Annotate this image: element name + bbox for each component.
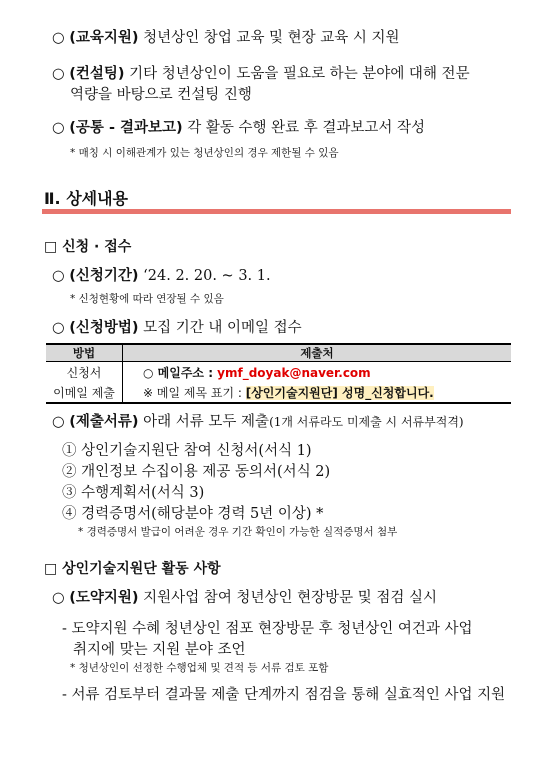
bullet-circle: ○ [52, 590, 65, 606]
item-label: (컨설팅) [69, 66, 125, 82]
bullet-circle: ○ [52, 66, 65, 82]
footnote: * 경력증명서 발급이 어려운 경우 기간 확인이 가능한 실적증명서 첨부 [78, 526, 398, 538]
item-label: (제출서류) [69, 414, 139, 430]
doc-item-1: ① 상인기술지원단 참여 신청서(서식 1) [62, 443, 312, 459]
item-small-text: (1개 서류라도 미제출 시 서류부적격) [269, 415, 464, 429]
email-prefix: ○ 메일주소 : [143, 365, 218, 380]
item-label: (공통 - 결과보고) [69, 120, 183, 136]
footnote: * 신청현황에 따라 연장될 수 있음 [70, 293, 224, 305]
item-education [52, 28, 400, 48]
subsection-heading-activity: □ 상인기술지원단 활동 사항 [44, 561, 221, 577]
table-header-destination: 제출처 [123, 344, 512, 362]
section-divider [42, 209, 511, 214]
doc-item-3: ③ 수행계획서(서식 3) [62, 485, 205, 501]
item-text: 아래 서류 모두 제출 [138, 414, 270, 430]
table-header-row [46, 344, 511, 362]
table-header-method: 방법 [46, 344, 123, 362]
doc-item-2: ② 개인정보 수집이용 제공 동의서(서식 2) [62, 464, 331, 480]
item-text: 각 활동 수행 완료 후 결과보고서 작성 [182, 120, 426, 136]
item-method [52, 318, 302, 338]
item-common-report [52, 118, 425, 138]
bullet-circle: ○ [52, 30, 65, 46]
item-consulting [52, 64, 470, 84]
item-label: (신청기간) [69, 268, 139, 284]
doc-item-4: ④ 경력증명서(해당분야 경력 5년 이상) * [62, 506, 324, 522]
table-cell-method: 이메일 제출 [46, 382, 123, 403]
item-text: 지원사업 참여 청년상인 현장방문 및 점검 실시 [138, 590, 437, 606]
dash-item: - 서류 검토부터 결과물 제출 단계까지 점검을 통해 실효적인 사업 지원 [62, 687, 506, 703]
table-cell-subject [123, 382, 512, 403]
bullet-circle: ○ [52, 320, 65, 336]
section-title: Ⅱ. 상세내용 [44, 189, 129, 208]
bullet-circle: ○ [52, 414, 65, 430]
email-address[interactable]: ymf_doyak@naver.com [217, 365, 371, 380]
footnote: * 청년상인이 선정한 수행업체 및 견적 등 서류 검토 포함 [70, 662, 329, 674]
item-text: 기타 청년상인이 도움을 필요로 하는 분야에 대해 전문 [124, 66, 470, 82]
table-cell-method: 신청서 [46, 362, 123, 383]
table-row [46, 362, 511, 383]
footnote: * 매칭 시 이해관계가 있는 청년상인의 경우 제한될 수 있음 [70, 147, 339, 159]
item-label: (도약지원) [69, 590, 139, 606]
item-text-continued: 역량을 바탕으로 컨설팅 진행 [70, 87, 252, 103]
dash-item-continued: 취지에 맞는 지원 분야 조언 [73, 642, 246, 658]
dash-item: - 도약지원 수혜 청년상인 점포 현장방문 후 청년상인 여건과 사업 [62, 621, 473, 637]
submission-table [46, 343, 511, 404]
item-label: (교육지원) [69, 30, 139, 46]
item-leap-support [52, 588, 437, 608]
item-text: 모집 기간 내 이메일 접수 [138, 320, 302, 336]
bullet-circle: ○ [52, 268, 65, 284]
table-cell-email [123, 362, 512, 383]
subject-prefix: ※ 메일 제목 표기 : [143, 385, 246, 400]
subsection-heading-apply: □ 신청 · 접수 [44, 239, 132, 255]
item-text: ‘24. 2. 20. ~ 3. 1. [138, 268, 271, 284]
item-documents [52, 412, 464, 432]
table-row [46, 382, 511, 403]
subject-value: [상인기술지원단] 성명_신청합니다. [245, 385, 434, 400]
bullet-circle: ○ [52, 120, 65, 136]
item-label: (신청방법) [69, 320, 139, 336]
item-text: 청년상인 창업 교육 및 현장 교육 시 지원 [138, 30, 400, 46]
item-period [52, 266, 271, 286]
